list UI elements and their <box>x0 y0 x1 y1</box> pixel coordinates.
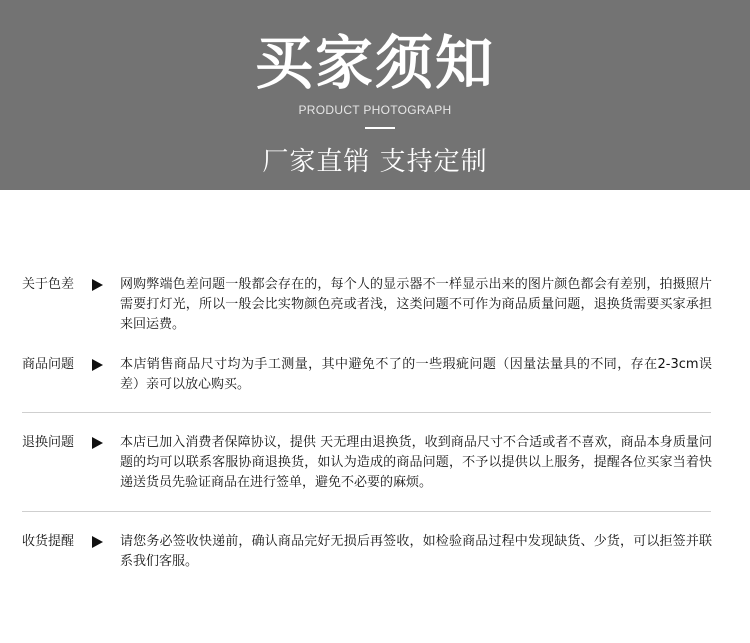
section-divider <box>22 412 711 413</box>
notice-text: 本店销售商品尺寸均为手工测量，其中避免不了的一些瑕疵问题（因量法量具的不同，存在2-3cm误差）亲可以放心购买。 <box>120 357 712 392</box>
notice-label: 退换问题 <box>22 435 75 450</box>
arrow-right-icon <box>92 536 103 548</box>
notice-label: 商品问题 <box>22 357 75 372</box>
banner-divider <box>365 127 395 129</box>
notice-text: 请您务必签收快递前，确认商品完好无损后再签收，如检验商品过程中发现缺货、少货，可以拒签并联系我们客服。 <box>120 534 712 569</box>
banner-slogan: 厂家直销 支持定制 <box>262 147 488 177</box>
header-banner <box>0 0 750 190</box>
notice-text: 本店已加入消费者保障协议，提供 天无理由退换货，收到商品尺寸不合适或者不喜欢，商品本身质量问题的均可以联系客服协商退换货，如认为造成的商品问题，不予以提供以上服务，提醒各位买家当着快递送货员先验证商品在进行签单，避免不必要的麻烦。 <box>120 435 712 490</box>
arrow-right-icon <box>92 279 103 291</box>
section-divider <box>22 511 711 512</box>
arrow-right-icon <box>92 437 103 449</box>
banner-subtitle: PRODUCT PHOTOGRAPH <box>298 103 452 117</box>
banner-title: 买家须知 <box>254 29 495 97</box>
notice-label: 收货提醒 <box>22 534 75 549</box>
notice-label: 关于色差 <box>22 277 75 292</box>
arrow-right-icon <box>92 359 103 371</box>
notice-text: 网购弊端色差问题一般都会存在的，每个人的显示器不一样显示出来的图片颜色都会有差别，拍摄照片需要打灯光，所以一般会比实物颜色亮或者浅，这类问题不可作为商品质量问题，退换货需要买家承担来回运费。 <box>120 277 712 332</box>
